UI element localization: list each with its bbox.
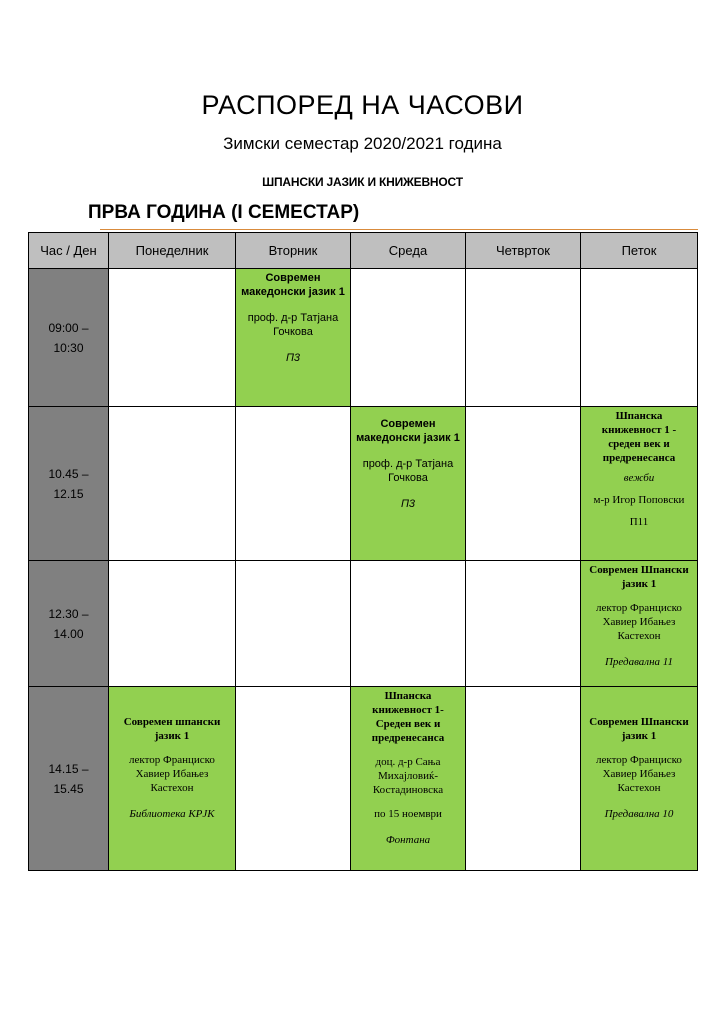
course-name: Современ македонски јазик 1: [356, 418, 460, 444]
time-cell: [29, 561, 109, 687]
heading-rule: [100, 229, 698, 230]
course-room: Фонтана: [385, 834, 431, 846]
time-end: 10:30: [53, 340, 84, 355]
slot-thursday-1045: [466, 407, 581, 561]
header-day-monday: Понеделник: [109, 233, 236, 269]
course-room: П3: [400, 498, 416, 510]
slot-tuesday-1415: [236, 687, 351, 871]
table-row: [29, 687, 698, 871]
semester-subtitle: Зимски семестар 2020/2021 година: [223, 134, 502, 153]
slot-monday-1415: [109, 687, 236, 871]
slot-monday-0900: [109, 269, 236, 407]
time-start: 09:00 –: [48, 320, 89, 335]
slot-tuesday-1045: [236, 407, 351, 561]
slot-thursday-1415: [466, 687, 581, 871]
slot-thursday-1230: [466, 561, 581, 687]
course-name: Шпанска книжевност 1 - среден век и предренесанса: [601, 410, 677, 464]
year-heading: ПРВА ГОДИНА (I СЕМЕСТАР): [88, 202, 360, 223]
header-time: Час / Ден: [29, 233, 109, 269]
header-day-friday: Петок: [581, 233, 698, 269]
time-cell: [29, 269, 109, 407]
slot-tuesday-1230: [236, 561, 351, 687]
header-day-tuesday: Вторник: [236, 233, 351, 269]
course-teacher: лектор Франциско Хавиер Ибањез Кастехон: [596, 602, 682, 642]
header-day-wednesday: Среда: [351, 233, 466, 269]
slot-tuesday-0900: [236, 269, 351, 407]
course-name: Современ Шпански јазик 1: [589, 564, 689, 590]
course-name: Современ македонски јазик 1: [241, 272, 345, 298]
table-row: [29, 561, 698, 687]
course-name: Шпанска книжевност 1- Среден век и предренесанса: [371, 690, 445, 744]
header-day-thursday: Четврток: [466, 233, 581, 269]
schedule-table: [28, 232, 698, 871]
slot-monday-1230: [109, 561, 236, 687]
course-room: Библиотека КРЈК: [129, 808, 215, 820]
course-room: Предавална 10: [604, 808, 674, 820]
table-row: [29, 269, 698, 407]
course-name: Современ шпански јазик 1: [123, 716, 221, 742]
course-room: Предавална 11: [604, 656, 673, 668]
slot-wednesday-1230: [351, 561, 466, 687]
program-name: ШПАНСКИ ЈАЗИК И КНИЖЕВНОСТ: [262, 175, 463, 189]
slot-monday-1045: [109, 407, 236, 561]
course-teacher: м-р Игор Поповски: [593, 494, 685, 506]
course-note: по 15 ноември: [374, 808, 442, 820]
slot-wednesday-1045: [351, 407, 466, 561]
time-start: 10.45 –: [48, 466, 89, 481]
course-room: П3: [285, 352, 301, 364]
time-end: 14.00: [53, 626, 84, 641]
slot-friday-1415: [581, 687, 698, 871]
course-type: вежби: [623, 472, 655, 484]
course-teacher: доц. д-р Сања Михајловиќ-Костадиновска: [372, 756, 444, 796]
time-start: 14.15 –: [48, 761, 89, 776]
slot-wednesday-0900: [351, 269, 466, 407]
time-cell: [29, 687, 109, 871]
slot-friday-1045: [581, 407, 698, 561]
slot-friday-1230: [581, 561, 698, 687]
time-start: 12.30 –: [48, 606, 89, 621]
time-end: 12.15: [53, 486, 84, 501]
course-teacher: проф. д-р Татјана Гочкова: [362, 458, 454, 484]
course-name: Современ Шпански јазик 1: [589, 716, 689, 742]
course-teacher: лектор Франциско Хавиер Ибањез Кастехон: [129, 754, 215, 794]
course-teacher: лектор Франциско Хавиер Ибањез Кастехон: [596, 754, 682, 794]
slot-wednesday-1415: [351, 687, 466, 871]
slot-thursday-0900: [466, 269, 581, 407]
page-title: РАСПОРЕД НА ЧАСОВИ: [201, 90, 524, 120]
table-row: [29, 407, 698, 561]
slot-friday-0900: [581, 269, 698, 407]
time-cell: [29, 407, 109, 561]
course-teacher: проф. д-р Татјана Гочкова: [247, 312, 339, 338]
time-end: 15.45: [53, 781, 84, 796]
header-row: [29, 233, 698, 269]
course-room: П11: [629, 516, 649, 528]
